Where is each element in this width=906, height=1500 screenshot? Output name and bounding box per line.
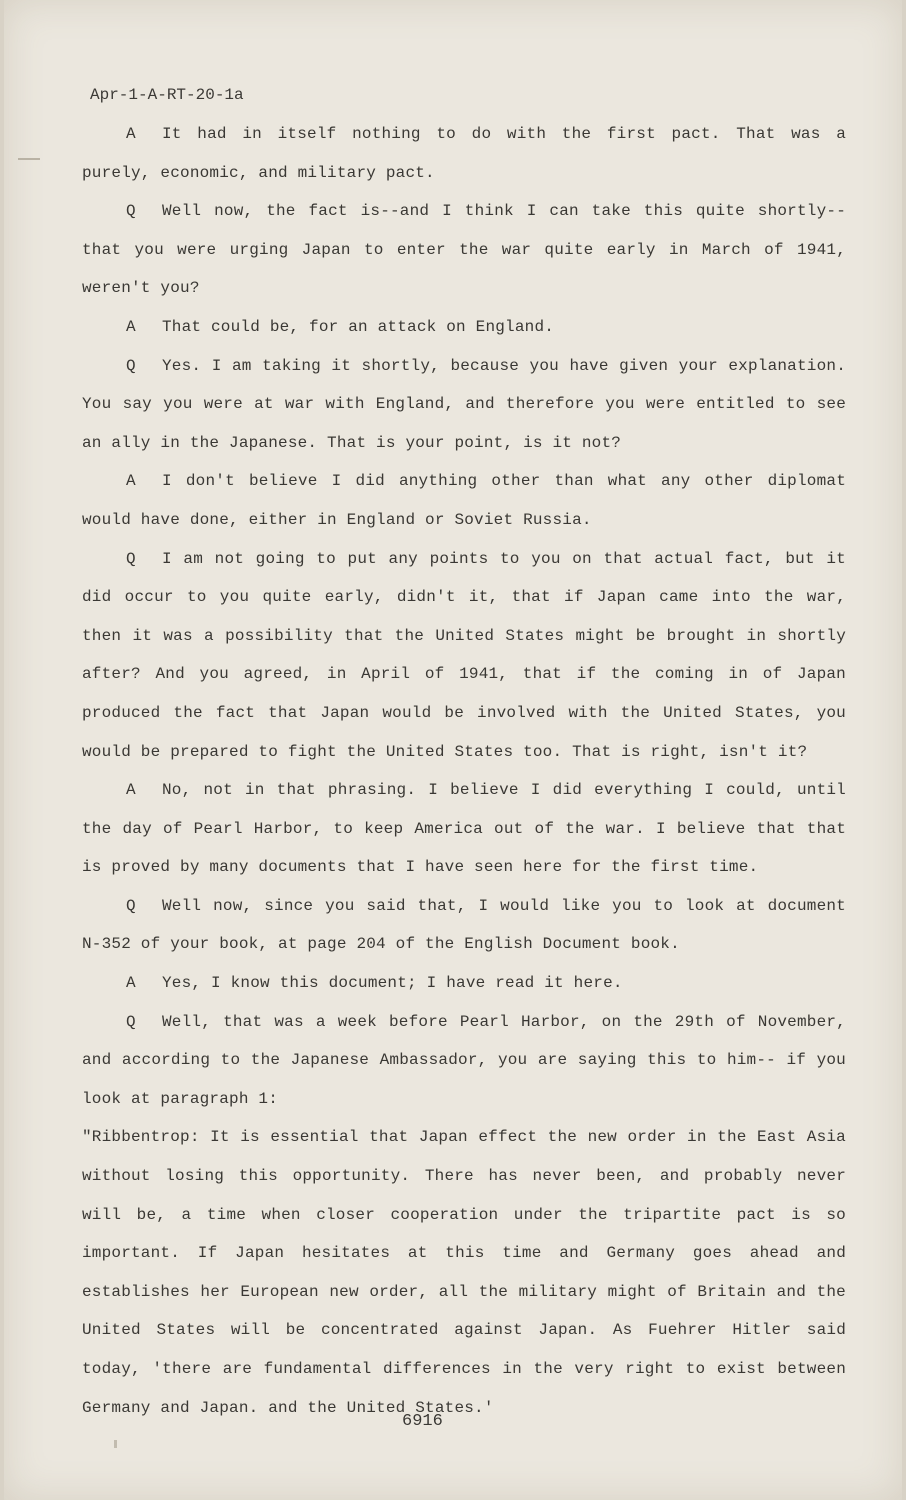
paragraph-text: It had in itself nothing to do with the first pact. That was a purely, economic, and military pact. — [82, 125, 846, 182]
paragraph-text: Yes. I am taking it shortly, because you have given your explanation. You say you were at war with England, and therefore you were entitled to see an ally in the Japanese. That is your point, is it not? — [82, 356, 846, 452]
paragraph — [82, 115, 846, 192]
header-code: Apr-1-A-RT-20-1a — [90, 86, 244, 104]
paragraph — [82, 308, 846, 347]
paragraph — [82, 462, 846, 539]
speaker-label: A — [126, 472, 136, 491]
paragraph-text: I am not going to put any points to you on that actual fact, but it did occur to you quite early, didn't it, that if Japan came into the war, then it was a possibility that the United States might be brought in shortly after? And you agreed, in April of 1941, that if the coming in of Japan produced the fact that Japan would be involved with the United States, you would be prepared to fight the United States too. That is right, isn't it? — [82, 549, 846, 761]
speaker-label: A — [126, 317, 136, 336]
speaker-label: Q — [126, 356, 136, 375]
speaker-label: A — [126, 125, 136, 143]
speaker-label: Q — [126, 896, 136, 915]
paragraph-text: Well, that was a week before Pearl Harbor, on the 29th of November, and according to the Japanese Ambassador, you are saying this to him-- if you look at paragraph 1: — [82, 1012, 846, 1108]
page-number: 6916 — [402, 1412, 443, 1431]
paragraph-text: No, not in that phrasing. I believe I did everything I could, until the day of Pearl Harbor, to keep America out of the war. I believe that that is proved by many documents that I have seen here for the first time. — [82, 781, 846, 877]
speaker-label: A — [126, 781, 136, 800]
speaker-label: Q — [126, 1012, 136, 1031]
margin-mark — [114, 1440, 117, 1448]
speaker-label: Q — [126, 549, 136, 568]
margin-mark — [18, 158, 40, 160]
paragraph-text: Yes, I know this document; I have read it here. — [162, 974, 623, 993]
quoted-passage: "Ribbentrop: It is essential that Japan effect the new order in the East Asia without losing this opportunity. There has never been, and probably never will be, a time when closer cooperation under the tripartite pact is so important. If Japan hesitates at this time and Germany goes ahead and establishes her European new order, all the military might of Britain and the United States will be concentrated against Japan. As Fuehrer Hitler said today, 'there are fundamental differences in the very right to exist between Germany and Japan. and the United States.' — [82, 1128, 846, 1417]
paragraph — [82, 347, 846, 463]
paragraph-text: Well now, the fact is--and I think I can take this quite shortly--that you were urging Japan to enter the war quite early in March of 1941, weren't you? — [82, 202, 846, 298]
paragraph-text: Well now, since you said that, I would like you to look at document N-352 of your book, at page 204 of the English Document book. — [82, 896, 846, 954]
speaker-label: A — [126, 974, 136, 993]
document-page — [4, 0, 902, 1500]
paragraph — [82, 192, 846, 308]
paragraph — [82, 1003, 846, 1119]
paragraph-text: I don't believe I did anything other than what any other diplomat would have done, either in England or Soviet Russia. — [82, 472, 846, 529]
paragraph — [82, 964, 846, 1003]
paragraph — [82, 887, 846, 964]
paragraph — [82, 540, 846, 772]
paragraph-text: That could be, for an attack on England. — [162, 317, 555, 336]
transcript-body — [82, 115, 846, 1427]
speaker-label: Q — [126, 202, 136, 221]
paragraph — [82, 771, 846, 887]
